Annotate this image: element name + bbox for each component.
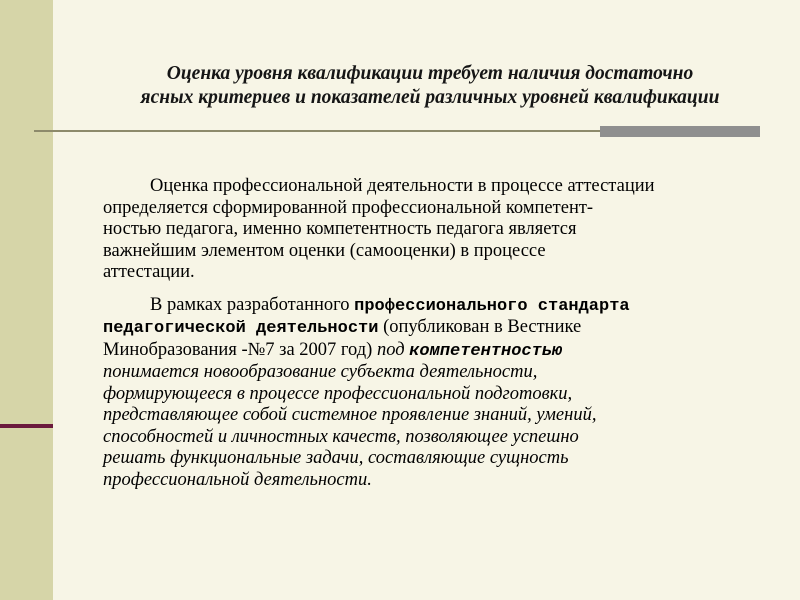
left-accent-band <box>0 0 53 600</box>
bold-term: профессионального стандарта <box>354 296 630 316</box>
slide-title <box>60 62 800 110</box>
italic-line: представляющее собой системное проявление знаний, умений, <box>103 405 597 425</box>
paragraph-2 <box>103 295 733 492</box>
slide-title-line: Оценка уровня квалификации требует наличия достаточно <box>166 63 694 84</box>
body-line: аттестации. <box>103 262 195 282</box>
title-divider-block <box>600 126 760 137</box>
italic-line: способностей и личностных качеств, позволяющее успешно <box>103 426 579 447</box>
title-divider <box>34 130 600 132</box>
italic-text: под <box>376 339 410 360</box>
body-text: В рамках разработанного <box>150 294 355 315</box>
bold-italic-term: компетентностью <box>409 341 563 361</box>
slide-body <box>103 176 733 491</box>
body-text: Минобразования -№7 за 2007 год) <box>103 339 377 360</box>
bold-term: педагогической деятельности <box>103 319 379 338</box>
body-line: Оценка профессиональной деятельности в процессе аттестации <box>150 176 655 196</box>
body-line: важнейшим элементом оценки (самооценки) в процессе <box>103 240 546 261</box>
body-line <box>103 317 733 340</box>
italic-line: формирующееся в процессе профессиональной подготовки, <box>103 383 573 404</box>
body-line: ностью педагога, именно компетентность педагога является <box>103 219 577 239</box>
body-line: определяется сформированной профессиональной компетент- <box>103 197 594 218</box>
slide-title-line: ясных критериев и показателей различных уровней квалификации <box>140 87 720 108</box>
body-line <box>103 340 733 363</box>
italic-line: понимается новообразование субъекта деятельности, <box>103 362 538 382</box>
left-accent-line <box>0 424 53 428</box>
body-text: (опубликован в Вестнике <box>378 317 582 337</box>
paragraph-1 <box>103 176 733 284</box>
italic-line: решать функциональные задачи, составляющие сущность <box>103 448 569 468</box>
italic-line: профессиональной деятельности. <box>103 469 372 490</box>
body-line <box>103 295 733 318</box>
